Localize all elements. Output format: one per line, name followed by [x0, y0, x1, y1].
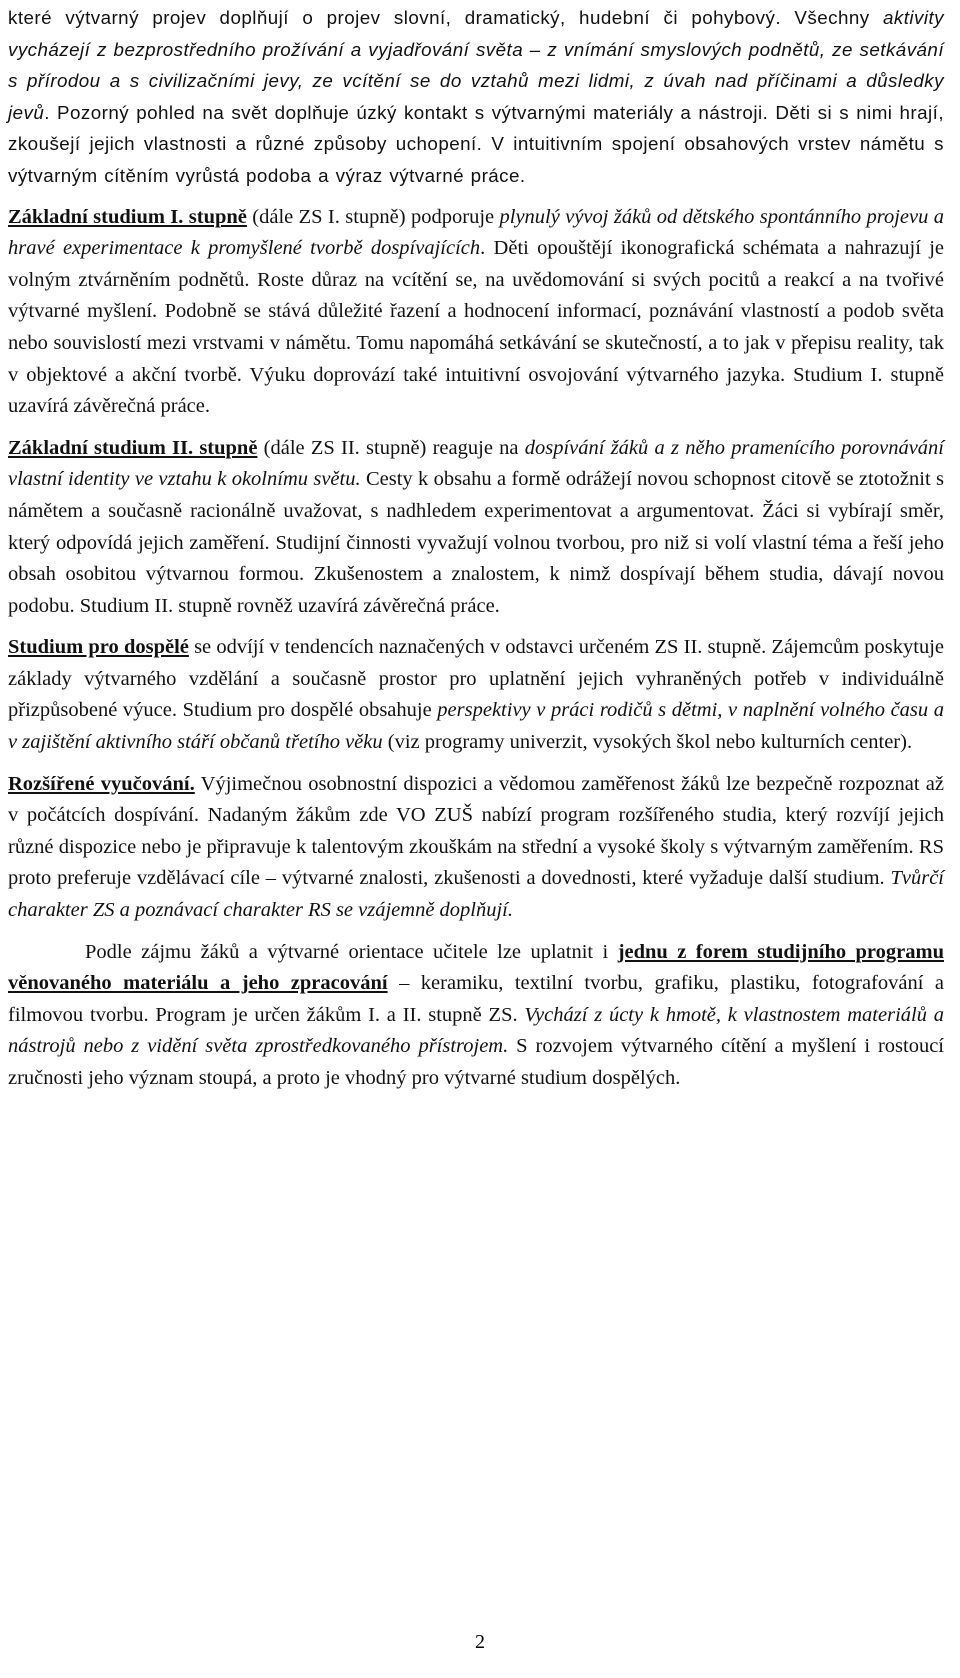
paragraph-activities-italic: aktivity vycházejí z bezprostředního prožívání a vyjadřování světa – z vnímání smyslových podnětů, ze setkávání s přírodou a s civilizačními jevy, ze vcítění se do vztahů mezi lidmi, z úvah nad příčinami a důsledky jevů: [8, 7, 944, 123]
paragraph-adult-study-text-1: se odvíjí v tendencích naznačených v odstavci určeném ZS II. stupně. Zájemcům poskytuje základy výtvarného vzdělání a současně prostor pro uplatnění jejich vyhraněných potřeb v individuálně přizpůsobené výuce. Studium pro dospělé obsahuje: [8, 636, 944, 722]
paragraph-activities: [8, 2, 944, 192]
paragraph-adult-study-italic: perspektivy v práci rodičů s dětmi, v naplnění volného času a v zajištění aktivního stáří občanů třetího věku: [8, 699, 944, 754]
heading-zs-second-level: Základní studium II. stupně: [8, 436, 258, 459]
paragraph-zs-second-level-text-2: Cesty k obsahu a formě odrážejí novou schopnost citově se ztotožnit s námětem a současně racionálně uvažovat, s nadhledem experimentovat a argumentovat. Žáci si vybírají směr, který odpovídá jejich zaměření. Studijní činnosti vyvažují volnou tvorbou, pro niž si volí vlastní téma a řeší jeho obsah osobitou výtvarnou formou. Zkušenostem a znalostem, k nimž dospívají během studia, dávají novou podobu. Studium II. stupně rovněž uzavírá závěrečná práce.: [8, 468, 944, 617]
paragraph-zs-second-level: [8, 433, 944, 623]
heading-adult-study: Studium pro dospělé: [8, 636, 189, 659]
heading-extended-teaching: Rozšířené vyučování.: [8, 772, 195, 795]
paragraph-material-program: [8, 937, 944, 1095]
material-program-emphasis: jednu z forem studijního programu věnovaného materiálu a jeho zpracování: [8, 940, 944, 995]
paragraph-material-program-italic: Vychází z úcty k hmotě, k vlastnostem materiálů a nástrojů nebo z vidění světa zprostředkovaného přístrojem.: [8, 1003, 944, 1058]
page-number: 2: [475, 1631, 485, 1653]
paragraph-activities-text-1: které výtvarný projev doplňují o projev slovní, dramatický, hudební či pohybový. Všechny: [8, 7, 883, 28]
heading-zs-first-level: Základní studium I. stupně: [8, 205, 247, 228]
paragraph-adult-study-text-2: (viz programy univerzit, vysokých škol nebo kulturních center).: [382, 731, 913, 754]
paragraph-zs-second-level-italic: dospívání žáků a z něho pramenícího porovnávání vlastní identity ve vztahu k okolnímu světu.: [8, 436, 944, 491]
paragraph-extended-teaching-text-1: Výjimečnou osobnostní dispozici a vědomou zaměřenost žáků lze bezpečně rozpoznat až v počátcích dospívání. Nadaným žákům zde VO ZUŠ nabízí program rozšířeného studia, který rozvíjí jejich různé dispozice nebo je připravuje k talentovým zkouškám na střední a vysoké školy s výtvarným zaměřením. RS proto preferuje vzdělávací cíle – výtvarné znalosti, zkušenosti a dovednosti, které vyžaduje další studium.: [8, 772, 945, 890]
paragraph-zs-first-level-text-1: (dále ZS I. stupně) podporuje: [246, 205, 500, 228]
paragraph-zs-second-level-text-1: (dále ZS II. stupně) reaguje na: [257, 436, 525, 459]
paragraph-material-program-text-2: – keramiku, textilní tvorbu, grafiku, plastiku, fotografování a filmovou tvorbu. Program je určen žákům I. a II. stupně ZS.: [8, 972, 944, 1026]
paragraph-adult-study: [8, 632, 944, 758]
paragraph-material-program-text-1: Podle zájmu žáků a výtvarné orientace učitele lze uplatnit i: [85, 940, 618, 963]
paragraph-extended-teaching: [8, 769, 944, 927]
paragraph-material-program-text-3: S rozvojem výtvarného cítění a myšlení i rostoucí zručnosti jeho význam stoupá, a proto je vhodný pro výtvarné studium dospělých.: [8, 1035, 944, 1089]
paragraph-activities-text-2: . Pozorný pohled na svět doplňuje úzký kontakt s výtvarnými materiály a nástroji. Děti si s nimi hrají, zkoušejí jejich vlastnosti a různé způsoby uchopení. V intuitivním spojení obsahových vrstev námětu s výtvarným cítěním vyrůstá podoba a výraz výtvarné práce.: [8, 101, 944, 186]
paragraph-zs-first-level-text-2: . Děti opouštějí ikonografická schémata a nahrazují je volným ztvárněním podnětů. Roste důraz na vcítění se, na uvědomování si svých pocitů a reakcí a na tvořivé výtvarné myšlení. Podobně se stává důležité řazení a hodnocení informací, poznávání vlastností a podob světa nebo souvislostí mezi vrstvami v námětu. Tomu napomáhá setkávání se skutečností, a to jak v přepisu reality, tak v objektové a akční tvorbě. Výuku doprovází také intuitivní osvojování výtvarného jazyka. Studium I. stupně uzavírá závěrečná práce.: [8, 237, 944, 418]
paragraph-zs-first-level: [8, 202, 944, 423]
paragraph-zs-first-level-italic: plynulý vývoj žáků od dětského spontánního projevu a hravé experimentace k promyšlené tvorbě dospívajících: [8, 205, 945, 260]
paragraph-extended-teaching-italic: Tvůrčí charakter ZS a poznávací charakter RS se vzájemně doplňují.: [8, 867, 944, 922]
